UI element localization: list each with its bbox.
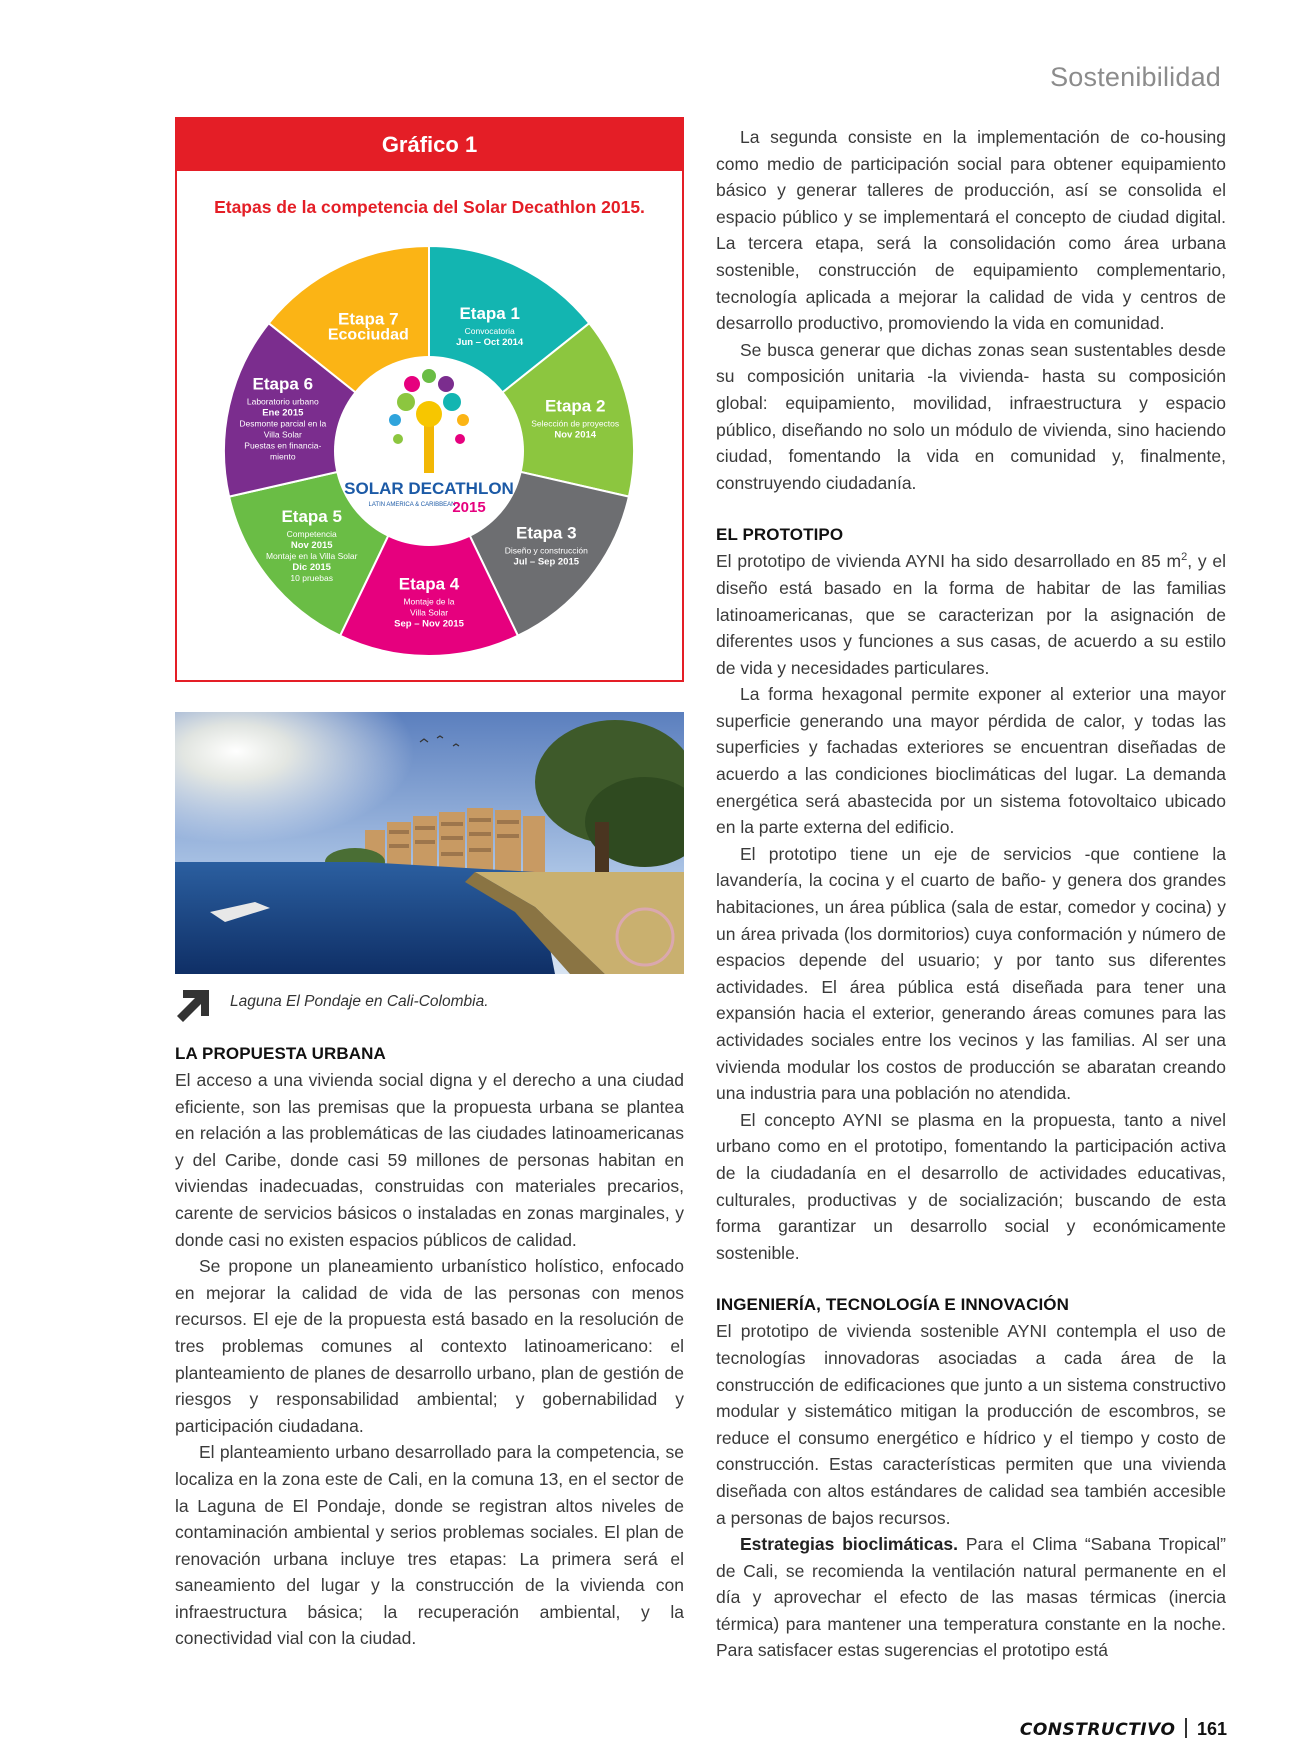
stage-detail: Sep – Nov 2015: [394, 618, 464, 630]
stage-label: [456, 304, 524, 348]
stage-detail: Competencia: [286, 529, 337, 539]
text-run: El prototipo de vivienda AYNI ha sido desarrollado en 85 m: [716, 551, 1182, 572]
stage-detail: Nov 2015: [290, 540, 333, 551]
paragraph: Se propone un planeamiento urbanístico holístico, enfocado en mejorar la calidad de vida de las personas con menos recursos. El eje de la propuesta está basado en la resolución de tres problemas comunes al contexto latinoamericano: el planteamiento de planes de desarrollo urbano, plan de gestión de riesgos y responsabilidad ambiental; y gobernabilidad y participación ciudadana.: [175, 1256, 684, 1436]
lagoon-photo-image: [175, 712, 684, 974]
photo-caption-text: Laguna El Pondaje en Cali-Colombia.: [230, 993, 489, 1010]
paragraph: Se busca generar que dichas zonas sean sustentables desde su composición unitaria -la vivienda- hasta su composición global: equipamiento, movilidad, infraestructura y espacio público, diseñando no solo un módulo de vivienda, sino haciendo ciudad, fomentando la vida en comunidad y, finalmente, construyendo ciudadanía.: [716, 339, 1226, 493]
stage-detail: Desmonte parcial en la: [239, 418, 327, 429]
heading-propuesta-urbana: LA PROPUESTA URBANA: [175, 1044, 386, 1063]
stages-wheel: [207, 236, 652, 666]
stage-detail: Ene 2015: [262, 407, 304, 419]
stage-detail: Nov 2014: [554, 429, 597, 441]
lagoon-photo: [175, 712, 684, 974]
logo-line2: LATIN AMERICA & CARIBBEAN: [368, 502, 456, 508]
stage-detail: Montaje de la: [403, 596, 455, 607]
heading-prototipo: EL PROTOTIPO: [716, 525, 844, 545]
text-run: , y el diseño está basado en la forma de habitar de las familias latinoamericanas, que se caracterizan por la asignación de diferentes usos y funciones a sus casas, de acuerdo a su estilo de vida y necesidades particulares.: [716, 551, 1226, 678]
photo-caption: [175, 984, 684, 1024]
stage-detail: Villa Solar: [263, 429, 302, 440]
right-column: [716, 124, 1226, 1664]
stage-name: Etapa 2: [544, 396, 606, 416]
lead-in: Estrategias bioclimáticas.: [740, 1534, 958, 1555]
stage-detail: Jun – Oct 2014: [456, 336, 524, 348]
paragraph: [716, 1531, 1226, 1664]
stage-detail: Puestas en financia-: [244, 440, 322, 451]
superscript: 2: [1181, 551, 1188, 564]
stage-detail: 10 pruebas: [290, 573, 333, 583]
stage-name: Etapa 7: [338, 309, 399, 329]
logo-year: 2015: [452, 499, 486, 516]
text-run: Para el Clima “Sabana Tropical” de Cali, se recomienda la ventilación natural permanente en el día y aprovechar el efecto de las masas térmicas (inercia térmica) para mantener una temperatura constante en la noche. Para satisfacer estas sugerencias el prototipo está: [716, 1534, 1226, 1661]
paragraph: El concepto AYNI se plasma en la propuesta, tanto a nivel urbano como en el prototipo, fomentando la participación activa de la ciudadanía en el desarrollo de actividades educativas, culturales, productivas y de socialización; buscando de esta forma garantizar un desarrollo social y económicamente sostenible.: [716, 1109, 1226, 1263]
stage-detail: Diseño y construcción: [504, 545, 588, 556]
heading-ingenieria: INGENIERÍA, TECNOLOGÍA E INNOVACIÓN: [716, 1295, 1069, 1315]
stage-name: Etapa 3: [516, 523, 577, 543]
arrow-up-right-icon: [175, 984, 215, 1024]
paragraph: La segunda consiste en la implementación de co-housing como medio de participación social para obtener equipamiento básico y generar talleres de producción, así se consolida el espacio público y se implementará el concepto de ciudad digital. La tercera etapa, será la consolidación como área urbana sostenible, construcción de equipamiento complementario, tecnología aplicada a mejorar la calidad de vida y centros de desarrollo productivo, promoviendo la vida en comunidad.: [716, 127, 1226, 334]
stage-name: Etapa 5: [281, 507, 342, 526]
paragraph: El planteamiento urbano desarrollado para la competencia, se localiza en la zona este de Cali, en la comuna 13, en el sector de la Laguna de El Pondaje, donde se registran altos niveles de contaminación ambiental y serios problemas sociales. El plan de renovación urbana incluye tres etapas: La primera será el saneamiento del lugar y la construcción de la vivienda con infraestructura básica; la recuperación ambiental, y la conectividad vial con la ciudad.: [175, 1442, 684, 1649]
stage-name: Etapa 1: [459, 303, 520, 323]
stage-label: [394, 575, 464, 630]
paragraph: El acceso a una vivienda social digna y el derecho a una ciudad eficiente, son las premisas que la propuesta urbana se plantea en relación a las problemáticas de las ciudades latinoamericanas y del Caribe, donde casi 59 millones de personas habitan en viviendas inadecuadas, construidas con materiales precarios, carente de servicios básicos o instaladas en zonas marginales, y donde casi no existen espacios públicos de calidad.: [175, 1070, 684, 1250]
page-number: 161: [1196, 1719, 1227, 1739]
stage-detail: Jul – Sep 2015: [513, 556, 580, 568]
paragraph: El prototipo de vivienda sostenible AYNI contempla el uso de tecnologías innovadoras asociadas a cada área de la construcción de edificaciones que junto a un sistema constructivo modular y sistemático mitigan la producción de escombros, se reduce el consumo energético e hídrico y el tiempo y costo de construcción. Estas características permiten que una vivienda diseñada con altos estándares de calidad sea también accesible a personas de bajos recursos.: [716, 1321, 1226, 1528]
stage-detail: Selección de proyectos: [531, 418, 620, 429]
stage-label: [328, 309, 409, 343]
left-column: [175, 1041, 684, 1652]
stage-label: [505, 524, 588, 568]
figure-title: Gráfico 1: [177, 119, 682, 171]
stage-detail: Dic 2015: [292, 562, 331, 573]
magazine-name: CONSTRUCTIVO: [1019, 1720, 1176, 1740]
stage-detail: Convocatoria: [464, 325, 515, 336]
stage-detail: Laboratorio urbano: [246, 396, 319, 407]
stage-name: Etapa 4: [398, 574, 460, 594]
footer-divider: [1185, 1718, 1187, 1738]
stage-detail: miento: [270, 451, 296, 462]
stage-detail: Villa Solar: [409, 607, 449, 618]
page-footer: [1020, 1718, 1227, 1748]
paragraph: [716, 548, 1226, 681]
stage-detail: Montaje en la Villa Solar: [265, 551, 358, 561]
paragraph: La forma hexagonal permite exponer al exterior una mayor superficie generando una mayor pérdida de calor, y todas las superficies y fachadas exteriores se encuentran diseñadas de acuerdo a las condiciones bioclimáticas del lugar. La demanda energética será abastecida por un sistema fotovoltaico ubicado en la parte externa del edificio.: [716, 684, 1226, 838]
paragraph: El prototipo tiene un eje de servicios -que contiene la lavandería, la cocina y el cuarto de baño- y genera dos grandes habitaciones, un área pública (sala de estar, comedor y cocina) y un área privada (los dormitorios) cuya conformación y número de espacios depende del usuario; y por tanto sus diferentes actividades. El área pública está diseñada para tener una expansión hacia el exterior, generando áreas comunes para las actividades sociales entre los vecinos y las familias. Al ser una vivienda modular los costos de producción se abaratan creando una industria para una población no atendida.: [716, 843, 1226, 1104]
stage-name: Etapa 6: [252, 374, 314, 394]
logo-line1: SOLAR DECATHLON: [344, 479, 514, 498]
figure-caption: Etapas de la competencia del Solar Decathlon 2015.: [214, 197, 645, 217]
figure-box: [175, 117, 684, 682]
section-label: Sostenibilidad: [1050, 62, 1221, 92]
stage-detail: Ecociudad: [327, 326, 409, 344]
